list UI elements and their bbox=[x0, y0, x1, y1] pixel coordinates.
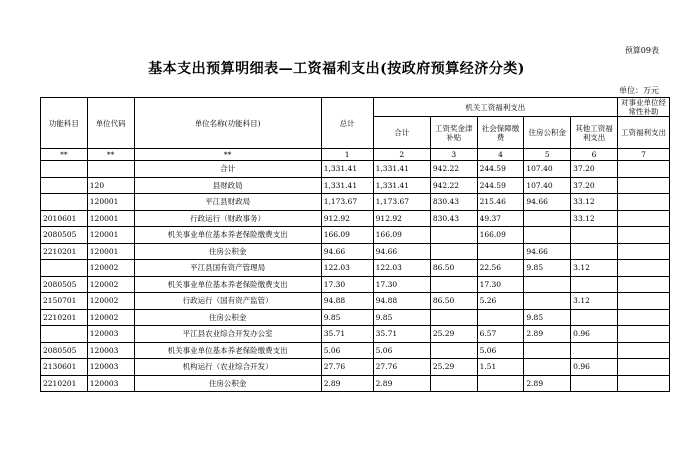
subtotal-cell: 1,173.67 bbox=[373, 194, 430, 211]
salary-allowance-cell bbox=[430, 342, 477, 359]
unit-code-cell: 120002 bbox=[87, 260, 134, 277]
salary-welfare-cell bbox=[617, 342, 669, 359]
salary-welfare-cell bbox=[617, 227, 669, 244]
unit-code-cell: 120001 bbox=[87, 210, 134, 227]
total-cell: 9.85 bbox=[321, 309, 373, 326]
table-row bbox=[41, 177, 670, 194]
marker-cell: 7 bbox=[617, 149, 669, 161]
salary-welfare-cell bbox=[617, 210, 669, 227]
table-row bbox=[41, 342, 670, 359]
housing-fund-cell: 107.40 bbox=[524, 161, 571, 178]
social-security-cell: 5.06 bbox=[477, 342, 524, 359]
total-cell: 5.06 bbox=[321, 342, 373, 359]
salary-allowance-cell: 942.22 bbox=[430, 161, 477, 178]
salary-welfare-cell bbox=[617, 161, 669, 178]
subtotal-cell: 1,331.41 bbox=[373, 161, 430, 178]
salary-welfare-cell bbox=[617, 194, 669, 211]
social-security-cell bbox=[477, 243, 524, 260]
unit-name-cell: 机关事业单位基本养老保险缴费支出 bbox=[134, 342, 321, 359]
col-header-subtotal: 合计 bbox=[373, 117, 430, 149]
col-header-other-salary: 其他工资福利支出 bbox=[571, 117, 618, 149]
housing-fund-cell bbox=[524, 276, 571, 293]
func-code-cell: 2010601 bbox=[41, 210, 88, 227]
marker-cell: 6 bbox=[571, 149, 618, 161]
social-security-cell: 166.09 bbox=[477, 227, 524, 244]
unit-name-cell: 合计 bbox=[134, 161, 321, 178]
other-salary-cell bbox=[571, 227, 618, 244]
unit-code-cell: 120003 bbox=[87, 359, 134, 376]
col-header-unit-name: 单位名称(功能科目) bbox=[134, 98, 321, 149]
other-salary-cell: 3.12 bbox=[571, 260, 618, 277]
subtotal-cell: 2.89 bbox=[373, 375, 430, 392]
salary-welfare-cell bbox=[617, 243, 669, 260]
other-salary-cell: 0.96 bbox=[571, 359, 618, 376]
social-security-cell: 244.59 bbox=[477, 177, 524, 194]
col-header-salary-welfare: 工资福利支出 bbox=[617, 117, 669, 149]
marker-cell: 1 bbox=[321, 149, 373, 161]
marker-cell: 3 bbox=[430, 149, 477, 161]
social-security-cell: 244.59 bbox=[477, 161, 524, 178]
func-code-cell bbox=[41, 194, 88, 211]
col-header-housing-fund: 住房公积金 bbox=[524, 117, 571, 149]
salary-allowance-cell: 830.43 bbox=[430, 194, 477, 211]
unit-name-cell: 县财政局 bbox=[134, 177, 321, 194]
unit-code-cell: 120001 bbox=[87, 194, 134, 211]
social-security-cell: 215.46 bbox=[477, 194, 524, 211]
salary-allowance-cell bbox=[430, 227, 477, 244]
salary-welfare-cell bbox=[617, 359, 669, 376]
subtotal-cell: 27.76 bbox=[373, 359, 430, 376]
table-row bbox=[41, 326, 670, 343]
salary-welfare-cell bbox=[617, 326, 669, 343]
salary-allowance-cell bbox=[430, 276, 477, 293]
total-cell: 35.71 bbox=[321, 326, 373, 343]
unit-name-cell: 机构运行（农业综合开发） bbox=[134, 359, 321, 376]
budget-table bbox=[40, 97, 670, 392]
housing-fund-cell bbox=[524, 227, 571, 244]
social-security-cell: 6.57 bbox=[477, 326, 524, 343]
func-code-cell bbox=[41, 326, 88, 343]
social-security-cell: 22.56 bbox=[477, 260, 524, 277]
subtotal-cell: 35.71 bbox=[373, 326, 430, 343]
other-salary-cell: 37.20 bbox=[571, 177, 618, 194]
housing-fund-cell bbox=[524, 342, 571, 359]
salary-allowance-cell: 86.50 bbox=[430, 260, 477, 277]
page-title: 基本支出预算明细表—工资福利支出(按政府预算经济分类) bbox=[148, 61, 525, 77]
salary-allowance-cell bbox=[430, 243, 477, 260]
total-cell: 912.92 bbox=[321, 210, 373, 227]
subtotal-cell: 94.88 bbox=[373, 293, 430, 310]
other-salary-cell bbox=[571, 243, 618, 260]
unit-name-cell: 行政运行（国有资产监管） bbox=[134, 293, 321, 310]
col-header-social-security: 社会保障缴费 bbox=[477, 117, 524, 149]
subtotal-cell: 17.30 bbox=[373, 276, 430, 293]
table-row bbox=[41, 227, 670, 244]
unit-code-cell: 120 bbox=[87, 177, 134, 194]
form-number: 预算09表 bbox=[624, 46, 659, 55]
table-row bbox=[41, 260, 670, 277]
salary-welfare-cell bbox=[617, 293, 669, 310]
other-salary-cell bbox=[571, 309, 618, 326]
housing-fund-cell: 9.85 bbox=[524, 309, 571, 326]
unit-name-cell: 住房公积金 bbox=[134, 243, 321, 260]
table-row bbox=[41, 243, 670, 260]
func-code-cell: 2210201 bbox=[41, 243, 88, 260]
col-header-func-code: 功能科目 bbox=[41, 98, 88, 149]
total-cell: 17.30 bbox=[321, 276, 373, 293]
social-security-cell: 49.37 bbox=[477, 210, 524, 227]
func-code-cell: 2130601 bbox=[41, 359, 88, 376]
subtotal-cell: 912.92 bbox=[373, 210, 430, 227]
unit-label: 单位：万元 bbox=[619, 86, 659, 95]
salary-welfare-cell bbox=[617, 276, 669, 293]
marker-cell: ** bbox=[41, 149, 88, 161]
salary-allowance-cell: 830.43 bbox=[430, 210, 477, 227]
other-salary-cell: 33.12 bbox=[571, 210, 618, 227]
total-cell: 94.88 bbox=[321, 293, 373, 310]
salary-welfare-cell bbox=[617, 309, 669, 326]
unit-name-cell: 行政运行（财政事务） bbox=[134, 210, 321, 227]
housing-fund-cell: 2.89 bbox=[524, 375, 571, 392]
salary-welfare-cell bbox=[617, 375, 669, 392]
social-security-cell bbox=[477, 309, 524, 326]
total-cell: 2.89 bbox=[321, 375, 373, 392]
func-code-cell: 2150701 bbox=[41, 293, 88, 310]
func-code-cell: 2080505 bbox=[41, 342, 88, 359]
table-row bbox=[41, 375, 670, 392]
unit-code-cell: 120002 bbox=[87, 276, 134, 293]
table-row bbox=[41, 359, 670, 376]
subtotal-cell: 166.09 bbox=[373, 227, 430, 244]
col-header-unit-code: 单位代码 bbox=[87, 98, 134, 149]
social-security-cell: 5.26 bbox=[477, 293, 524, 310]
housing-fund-cell: 107.40 bbox=[524, 177, 571, 194]
salary-allowance-cell: 25.29 bbox=[430, 326, 477, 343]
col-header-total: 总计 bbox=[321, 98, 373, 149]
table-row bbox=[41, 309, 670, 326]
other-salary-cell: 3.12 bbox=[571, 293, 618, 310]
unit-code-cell: 120003 bbox=[87, 326, 134, 343]
other-salary-cell: 37.20 bbox=[571, 161, 618, 178]
total-cell: 122.03 bbox=[321, 260, 373, 277]
housing-fund-cell: 2.89 bbox=[524, 326, 571, 343]
salary-allowance-cell bbox=[430, 375, 477, 392]
unit-name-cell: 住房公积金 bbox=[134, 375, 321, 392]
housing-fund-cell: 94.66 bbox=[524, 243, 571, 260]
unit-code-cell: 120003 bbox=[87, 342, 134, 359]
salary-allowance-cell: 25.29 bbox=[430, 359, 477, 376]
housing-fund-cell bbox=[524, 293, 571, 310]
table-row bbox=[41, 293, 670, 310]
marker-row bbox=[41, 149, 670, 161]
col-header-group-salary: 机关工资福利支出 bbox=[373, 98, 617, 117]
housing-fund-cell bbox=[524, 359, 571, 376]
func-code-cell: 2080505 bbox=[41, 227, 88, 244]
unit-name-cell: 平江县农业综合开发办公室 bbox=[134, 326, 321, 343]
salary-welfare-cell bbox=[617, 260, 669, 277]
other-salary-cell: 33.12 bbox=[571, 194, 618, 211]
unit-name-cell: 住房公积金 bbox=[134, 309, 321, 326]
other-salary-cell bbox=[571, 276, 618, 293]
total-cell: 1,173.67 bbox=[321, 194, 373, 211]
func-code-cell bbox=[41, 260, 88, 277]
marker-cell: ** bbox=[87, 149, 134, 161]
salary-allowance-cell bbox=[430, 309, 477, 326]
col-header-group-subsidy: 对事业单位经常性补助 bbox=[617, 98, 669, 117]
unit-code-cell bbox=[87, 161, 134, 178]
subtotal-cell: 122.03 bbox=[373, 260, 430, 277]
unit-code-cell: 120001 bbox=[87, 243, 134, 260]
subtotal-cell: 9.85 bbox=[373, 309, 430, 326]
social-security-cell: 17.30 bbox=[477, 276, 524, 293]
unit-name-cell: 机关事业单位基本养老保险缴费支出 bbox=[134, 227, 321, 244]
subtotal-cell: 1,331.41 bbox=[373, 177, 430, 194]
social-security-cell bbox=[477, 375, 524, 392]
total-cell: 27.76 bbox=[321, 359, 373, 376]
table-row bbox=[41, 276, 670, 293]
func-code-cell bbox=[41, 161, 88, 178]
subtotal-cell: 94.66 bbox=[373, 243, 430, 260]
func-code-cell: 2210201 bbox=[41, 309, 88, 326]
social-security-cell: 1.51 bbox=[477, 359, 524, 376]
unit-code-cell: 120002 bbox=[87, 293, 134, 310]
total-cell: 94.66 bbox=[321, 243, 373, 260]
marker-cell: ** bbox=[134, 149, 321, 161]
salary-allowance-cell: 86.50 bbox=[430, 293, 477, 310]
total-cell: 166.09 bbox=[321, 227, 373, 244]
col-header-salary-allowance: 工资奖金津补贴 bbox=[430, 117, 477, 149]
unit-code-cell: 120001 bbox=[87, 227, 134, 244]
other-salary-cell: 0.96 bbox=[571, 326, 618, 343]
housing-fund-cell bbox=[524, 210, 571, 227]
salary-allowance-cell: 942.22 bbox=[430, 177, 477, 194]
unit-name-cell: 平江县财政局 bbox=[134, 194, 321, 211]
table-row bbox=[41, 161, 670, 178]
unit-code-cell: 120002 bbox=[87, 309, 134, 326]
other-salary-cell bbox=[571, 342, 618, 359]
func-code-cell bbox=[41, 177, 88, 194]
unit-name-cell: 机关事业单位基本养老保险缴费支出 bbox=[134, 276, 321, 293]
salary-welfare-cell bbox=[617, 177, 669, 194]
table-row bbox=[41, 194, 670, 211]
marker-cell: 5 bbox=[524, 149, 571, 161]
other-salary-cell bbox=[571, 375, 618, 392]
subtotal-cell: 5.06 bbox=[373, 342, 430, 359]
func-code-cell: 2210201 bbox=[41, 375, 88, 392]
housing-fund-cell: 94.66 bbox=[524, 194, 571, 211]
housing-fund-cell: 9.85 bbox=[524, 260, 571, 277]
total-cell: 1,331.41 bbox=[321, 177, 373, 194]
func-code-cell: 2080505 bbox=[41, 276, 88, 293]
unit-code-cell: 120003 bbox=[87, 375, 134, 392]
marker-cell: 2 bbox=[373, 149, 430, 161]
total-cell: 1,331.41 bbox=[321, 161, 373, 178]
table-row bbox=[41, 210, 670, 227]
unit-name-cell: 平江县国有资产管理局 bbox=[134, 260, 321, 277]
marker-cell: 4 bbox=[477, 149, 524, 161]
